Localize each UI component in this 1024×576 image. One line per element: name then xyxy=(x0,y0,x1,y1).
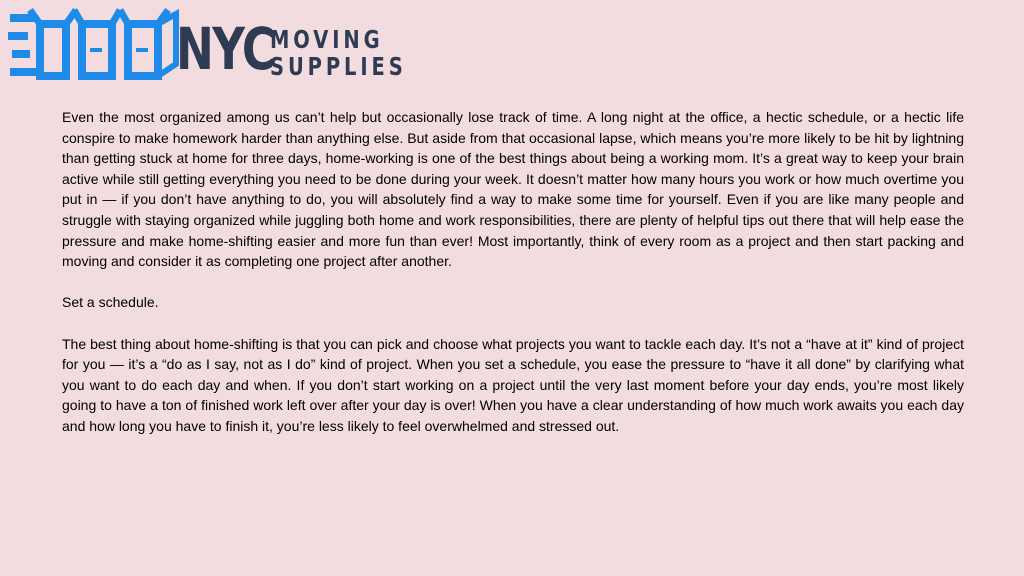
article-body xyxy=(62,107,964,457)
site-logo[interactable] xyxy=(8,4,408,90)
logo-text-nyc: NYC xyxy=(176,15,274,83)
logo-text-moving: MOVING xyxy=(270,25,384,54)
section-heading: Set a schedule. xyxy=(62,294,159,311)
logo-text-tagline xyxy=(270,26,407,80)
moving-boxes-logo-icon xyxy=(8,4,180,90)
article-paragraph-intro: Even the most organized among us can’t help but occasionally lose track of time. A long night at the office, a hectic schedule, or a hectic life conspire to make homework harder than anything else. But aside from that occasional lapse, which means you’re more likely to be hit by lightning than getting stuck at home for three days, home-working is one of the best things about being a working mom. It’s a great way to keep your brain active while still getting everything you need to be done during your week. It doesn’t matter how many hours you work or how much overtime you put in — if you don’t have anything to do, you will absolutely find a way to make some time for yourself. Even if you are like many people and struggle with staying organized while juggling both home and work responsibilities, there are plenty of helpful tips out there that will help ease the pressure and make home-shifting easier and more fun than ever! Most importantly, think of every room as a project and then start packing and moving and consider it as completing one project after another. xyxy=(62,109,964,270)
logo-text-supplies: SUPPLIES xyxy=(270,52,407,81)
article-paragraph-schedule: The best thing about home-shifting is that you can pick and choose what projects you want to tackle each day. It’s not a “have at it” kind of project for you — it’s a “do as I say, not as I do” kind of project. When you set a schedule, you ease the pressure to “have it all done” by clarifying what you want to do each day and when. If you don’t start working on a project until the very last moment before your day ends, you’re most likely going to have a ton of finished work left over after your day is over! When you have a clear understanding of how much work awaits you each day and how long you have to finish it, you’re less likely to feel overwhelmed and stressed out. xyxy=(62,335,964,434)
